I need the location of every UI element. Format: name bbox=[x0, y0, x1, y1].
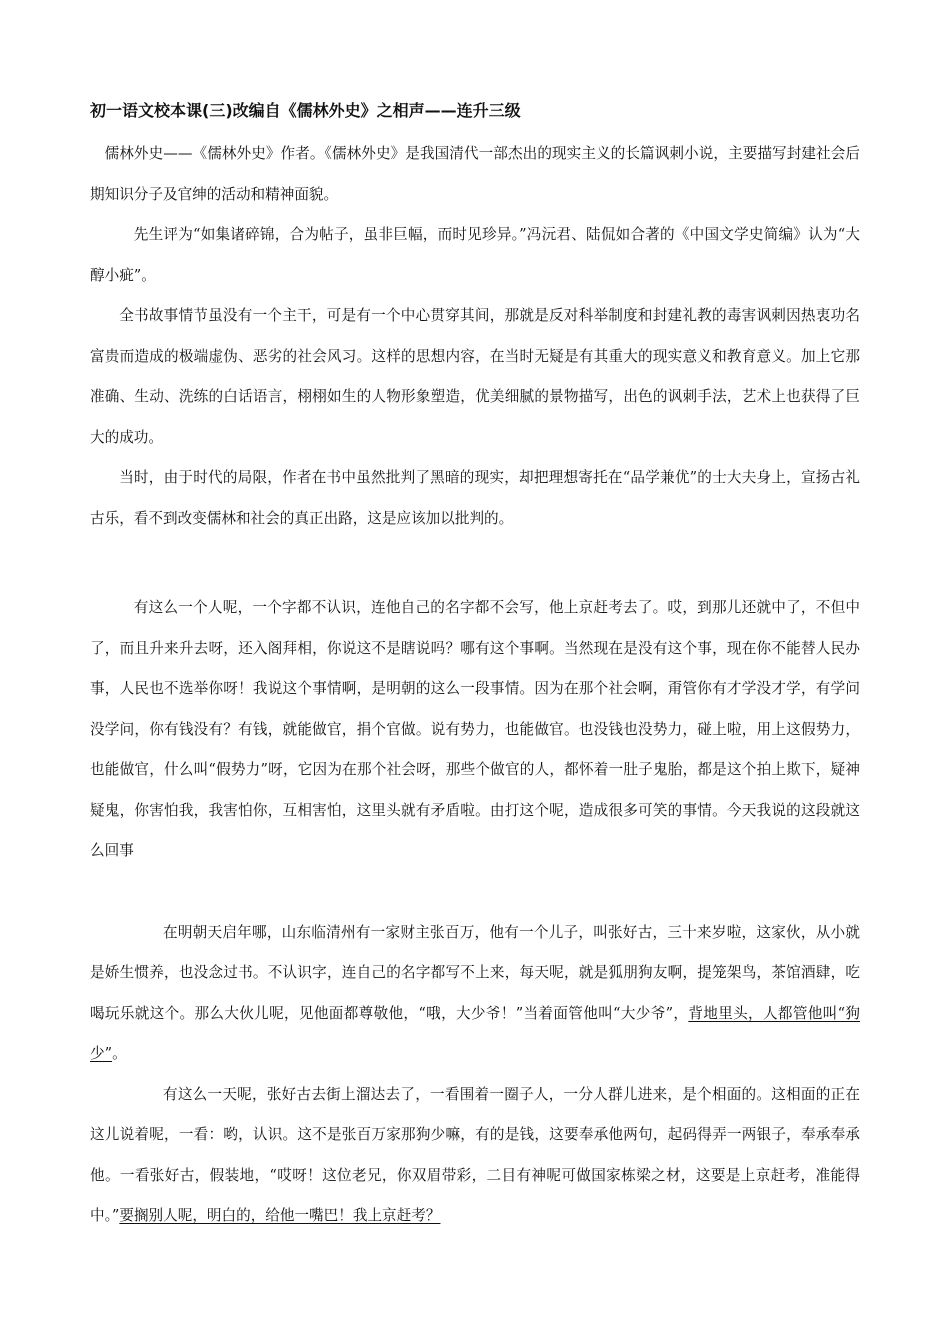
underlined-phrase-shang-jing: 要搁别人呢，明白的，给他一嘴巴！我上京赶考？ bbox=[119, 1207, 441, 1224]
intro-paragraph-1: 儒林外史——《儒林外史》作者。《儒林外史》是我国清代一部杰出的现实主义的长篇讽刺小说，主要描写封建社会后期知识分子及官绅的活动和精神面貌。 bbox=[90, 145, 860, 203]
underlined-phrase-gou-shao: 背地里头，人都管他叫“狗少” bbox=[90, 1004, 860, 1062]
story-paragraph-2 bbox=[90, 913, 860, 1075]
document-title: 初一语文校本课(三)改编自《儒林外史》之相声——连升三级 bbox=[90, 101, 521, 120]
story-paragraph-1: 有这么一个人呢，一个字都不认识，连他自己的名字都不会写，他上京赶考去了。哎，到那儿还就中了，不但中了，而且升来升去呀，还入阁拜相，你说这不是瞎说吗？哪有这个事啊。当然现在是没有这个事，现在你不能替人民办事，人民也不选举你呀！我说这个事情啊，是明朝的这么一段事情。因为在那个社会啊，甭管你有才学没才学，有学问没学问，你有钱没有？有钱，就能做官，捐个官做。说有势力，也能做官。也没钱也没势力，碰上啦，用上这假势力，也能做官，什么叫“假势力”呀，它因为在那个社会呀，那些个做官的人，都怀着一肚子鬼胎，都是这个拍上欺下，疑神疑鬼，你害怕我，我害怕你，互相害怕，这里头就有矛盾啦。由打这个呢，造成很多可笑的事情。今天我说的这段就这么回事 bbox=[90, 599, 860, 859]
document-page bbox=[90, 98, 860, 1237]
intro-paragraph-2: 先生评为“如集诸碎锦，合为帖子，虽非巨幅，而时见珍异。”冯沅君、陆侃如合著的《中国文学史简编》认为“大醇小疵”。 bbox=[90, 226, 860, 284]
story-paragraph-3 bbox=[90, 1075, 860, 1237]
section-gap bbox=[90, 872, 860, 913]
story-paragraph-2-text: 在明朝天启年哪，山东临清州有一家财主张百万，他有一个儿子，叫张好古，三十来岁啦，这家伙，从小就是娇生惯养，也没念过书。不认识字，连自己的名字都写不上来，每天呢，就是狐朋狗友啊，提笼架鸟，茶馆酒肆，吃喝玩乐就这个。那么大伙儿呢，见他面都尊敬他，“哦，大少爷！”当着面管他叫“大少爷”， bbox=[90, 923, 860, 1022]
story-paragraph-3-text: 有这么一天呢，张好古去街上溜达去了，一看围着一圈子人，一分人群儿进来，是个相面的。这相面的正在这儿说着呢，一看：哟，认识。这不是张百万家那狗少嘛，有的是钱，这要奉承他两句，起码得弄一两银子，奉承奉承他。一看张好古，假装地，“哎呀！这位老兄，你双眉带彩，二目有神呢可做国家栋梁之材，这要是上京赶考，准能得中。” bbox=[90, 1085, 860, 1224]
section-gap bbox=[90, 539, 860, 588]
intro-paragraph-4: 当时，由于时代的局限，作者在书中虽然批判了黑暗的现实，却把理想寄托在“品学兼优”的士大夫身上，宣扬古礼古乐，看不到改变儒林和社会的真正出路，这是应该加以批判的。 bbox=[90, 469, 860, 527]
intro-paragraph-3: 全书故事情节虽没有一个主干，可是有一个中心贯穿其间，那就是反对科举制度和封建礼教的毒害讽刺因热衷功名富贵而造成的极端虚伪、恶劣的社会风习。这样的思想内容，在当时无疑是有其重大的现实意义和教育意义。加上它那准确、生动、洗练的白话语言，栩栩如生的人物形象塑造，优美细腻的景物描写，出色的讽刺手法，艺术上也获得了巨大的成功。 bbox=[90, 307, 860, 446]
paragraph-end-mark: 。 bbox=[112, 1045, 127, 1062]
